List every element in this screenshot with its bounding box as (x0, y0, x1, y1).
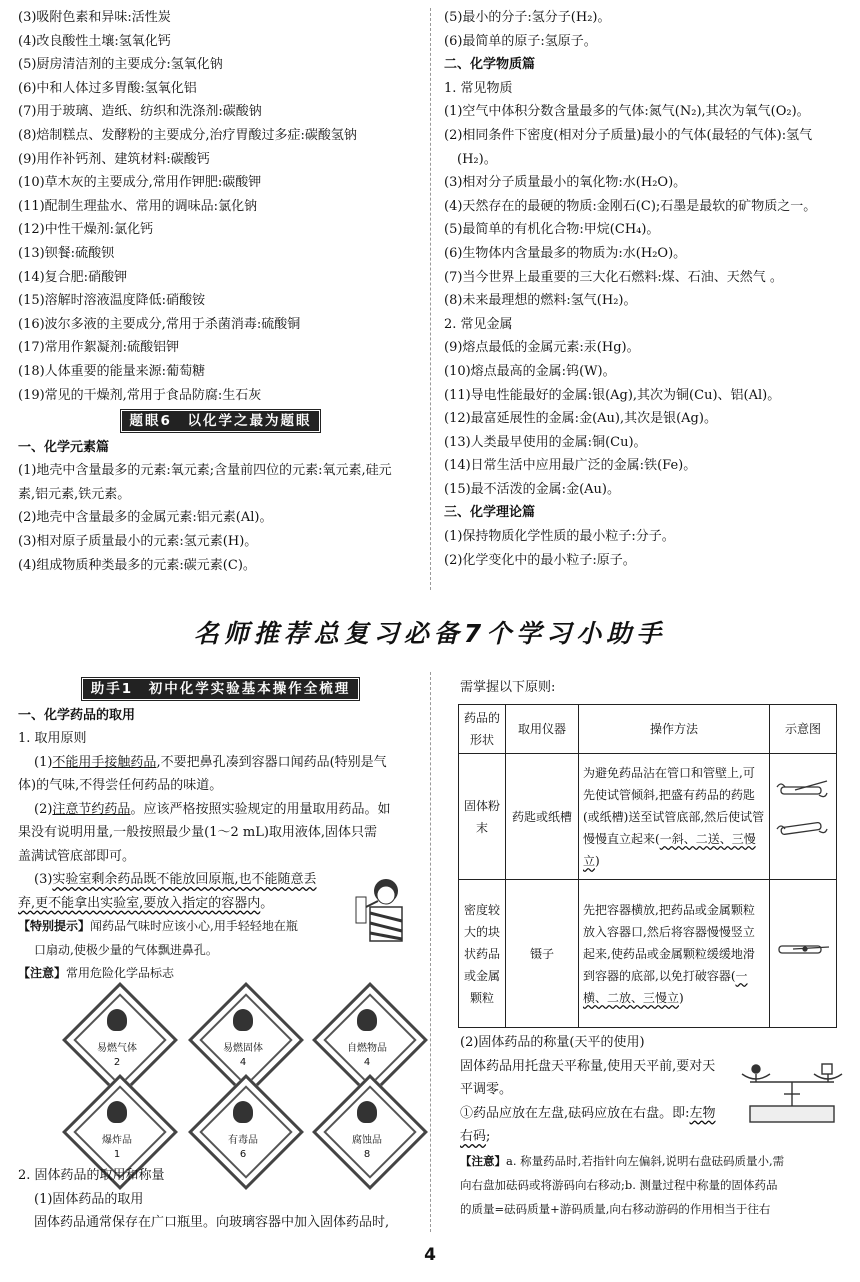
subheading-principles: 1. 取用原则 (18, 731, 87, 746)
topic-banner: 题眼6 以化学之最为题眼 (122, 411, 320, 431)
child-illustration (352, 873, 416, 943)
row2-method-end: ) (679, 990, 684, 1005)
hazard-pictogram-icon (233, 1101, 253, 1123)
row1-method-end: ) (595, 853, 600, 868)
tip-text: 闻药品气味时应该小心,用手轻轻地在瓶 (90, 919, 298, 933)
hazard-sign-label: 易燃气体 (97, 1043, 137, 1054)
row2-method-key: 一横、二放、三慢立 (583, 968, 748, 1005)
top-left-column (18, 6, 423, 577)
top-left-line: (14)复合肥:硝酸钾 (18, 269, 128, 285)
hazard-sign-number: 2 (113, 1057, 121, 1068)
element-line: 素,铝元素,铁元素。 (18, 486, 131, 502)
top-right-line: (12)最富延展性的金属:金(Au),其次是银(Ag)。 (444, 411, 717, 427)
top-right-line: (H₂)。 (444, 151, 497, 167)
element-line: (4)组成物质种类最多的元素:碳元素(C)。 (18, 557, 256, 573)
row2-diagram (770, 880, 837, 1028)
top-right-line: (5)最小的分子:氢分子(H₂)。 (444, 10, 611, 25)
row1-method (579, 754, 770, 880)
section-element-heading: 一、化学元素篇 (18, 439, 110, 455)
top-right-line: (4)天然存在的最硬的物质:金刚石(C);石墨是最软的矿物质之一。 (444, 198, 817, 214)
top-right-line: 三、化学理论篇 (444, 505, 536, 521)
hazard-sign-label: 爆炸品 (102, 1135, 132, 1146)
page-title: 名师推荐总复习必备7个学习小助手 (193, 619, 667, 648)
top-right-line: (1)保持物质化学性质的最小粒子:分子。 (444, 529, 675, 545)
top-left-line: (12)中性干燥剂:氯化钙 (18, 222, 154, 238)
top-right-line: (1)空气中体积分数含量最多的气体:氮气(N₂),其次为氧气(O₂)。 (444, 104, 810, 120)
hazard-sign-number: 4 (239, 1057, 247, 1068)
top-left-line: (17)常用作絮凝剂:硫酸铝钾 (18, 340, 180, 356)
hazard-sign-label: 腐蚀品 (352, 1135, 382, 1146)
bottom-right-column (460, 676, 855, 700)
operations-table (458, 704, 837, 1028)
top-left-line: (11)配制生理盐水、常用的调味品:氯化钠 (18, 198, 258, 214)
weighing-n2: 向右盘加砝码或将游码向右移动;b. 测量过程中称量的固体药品 (460, 1177, 778, 1192)
weighing-l3: ①药品应放在左盘,砝码应放在右盘。即: (460, 1105, 690, 1121)
top-left-line: (4)改良酸性土壤:氢氧化钙 (18, 33, 171, 49)
p1-key: 不能用手接触药品 (52, 754, 157, 770)
top-right-column (444, 6, 854, 572)
hazard-sign-label: 易燃固体 (223, 1043, 263, 1054)
subheading-solid: 2. 固体药品的取用和称量 (18, 1168, 165, 1183)
element-line: (1)地壳中含量最多的元素:氧元素;含量前四位的元素:氧元素,硅元 (18, 463, 392, 479)
top-right-line: 2. 常见金属 (444, 316, 513, 332)
th-tool: 取用仪器 (506, 705, 579, 754)
row2-tool: 镊子 (506, 880, 579, 1028)
hazard-pictogram-icon (357, 1009, 377, 1031)
p3-num: (3) (34, 872, 53, 887)
page-number: 4 (424, 1245, 436, 1265)
weighing-n3: 的质量=砝码质量+游码质量,向右移动游码的作用相当于往右 (460, 1201, 771, 1216)
intro-text: 需掌握以下原则: (460, 680, 556, 695)
p1-cont: 体)的气味,不得尝任何药品的味道。 (18, 778, 223, 793)
hazard-sign-number: 6 (239, 1149, 247, 1160)
hazard-pictogram-icon (233, 1009, 253, 1031)
hazard-signs (40, 985, 420, 1165)
weighing-l2: 平调零。 (460, 1082, 513, 1097)
top-right-line: (2)化学变化中的最小粒子:原子。 (444, 552, 636, 568)
top-right-line: (14)日常生活中应用最广泛的金属:铁(Fe)。 (444, 458, 697, 474)
th-diagram: 示意图 (770, 705, 837, 754)
weighing-l4-end: ; (486, 1129, 491, 1144)
row1-shape: 固体粉末 (459, 754, 506, 880)
top-right-line: (7)当今世界上最重要的三大化石燃料:煤、石油、天然气 。 (444, 269, 783, 285)
p2-num: (2) (34, 801, 53, 817)
top-right-line: (11)导电性能最好的金属:银(Ag),其次为铜(Cu)、铝(Al)。 (444, 387, 781, 403)
tip-label: 【特别提示】 (18, 919, 91, 933)
element-line: (2)地壳中含量最多的金属元素:铝元素(Al)。 (18, 510, 273, 526)
top-right-line: (8)未来最理想的燃料:氢气(H₂)。 (444, 293, 637, 309)
top-left-list (18, 6, 423, 407)
row2-shape: 密度较大的块状药品或金属颗粒 (459, 880, 506, 1028)
top-right-line: (9)熔点最低的金属元素:汞(Hg)。 (444, 340, 640, 356)
section-heading: 一、化学药品的取用 (18, 707, 136, 723)
top-right-line: (5)最简单的有机化合物:甲烷(CH₄)。 (444, 222, 660, 238)
weighing-heading: (2)固体药品的称量(天平的使用) (460, 1035, 645, 1050)
p3-key2: 弃,更不能拿出实验室,要放入指定的容器内 (18, 895, 261, 911)
top-left-line: (6)中和人体过多胃酸:氢氧化铝 (18, 80, 197, 96)
operations-table-wrap (458, 704, 837, 1028)
row1-method-text: 为避免药品沾在管口和管壁上,可先使试管倾斜,把盛有药品的药匙(或纸槽)送至试管底部,然后使试管慢慢直立起来( (583, 765, 765, 846)
note-label: 【注意】 (18, 966, 67, 980)
hazard-pictogram-icon (107, 1009, 127, 1031)
p2-cont2: 盖满试管底部即可。 (18, 848, 136, 864)
element-line: (3)相对原子质量最小的元素:氢元素(H)。 (18, 534, 258, 550)
hazard-sign-number: 8 (363, 1149, 371, 1160)
tip-text2: 口扇动,使极少量的气体飘进鼻孔。 (34, 942, 218, 957)
top-left-line: (13)钡餐:硫酸钡 (18, 245, 115, 261)
top-right-line: (13)人类最早使用的金属:铜(Cu)。 (444, 434, 647, 450)
row2-method (579, 880, 770, 1028)
top-right-line: (6)最简单的原子:氢原子。 (444, 33, 597, 49)
top-right-line: 1. 常见物质 (444, 80, 513, 96)
subheading-solid-take: (1)固体药品的取用 (34, 1191, 144, 1207)
weighing-key2: 右码 (460, 1129, 487, 1144)
p1-num: (1) (34, 754, 53, 770)
balance-illustration (736, 1060, 848, 1128)
top-right-line: (15)最不活泼的金属:金(Au)。 (444, 481, 620, 497)
weighing-note-label: 【注意】 (460, 1153, 506, 1168)
weighing-l1: 固体药品用托盘天平称量,使用天平前,要对天 (460, 1058, 716, 1074)
top-left-line: (3)吸附色素和异味:活性炭 (18, 10, 171, 25)
p2-text: 。应该严格按照实验规定的用量取用药品。如 (130, 801, 391, 817)
p1-text: ,不要把鼻孔凑到容器口闻药品(特别是气 (156, 754, 387, 770)
bottom-left-tail (18, 1164, 423, 1235)
last-line: 固体药品通常保存在广口瓶里。向玻璃容器中加入固体药品时, (34, 1215, 390, 1230)
top-left-line: (9)用作补钙剂、建筑材料:碳酸钙 (18, 151, 210, 167)
row1-method-key: 一斜、二送、三慢立 (583, 831, 756, 868)
p2-cont: 果没有说明用量,一般按照最少量(1～2 mL)取用液体,固体只需 (18, 825, 378, 840)
row2-method-text: 先把容器横放,把药品或金属颗粒放入容器口,然后将容器慢慢竖立起来,使药品或金属颗粒缓缓地滑到容器的底部,以免打破容器( (583, 902, 755, 983)
helper-banner: 助手1 初中化学实验基本操作全梳理 (83, 679, 358, 699)
p3-key: 实验室剩余药品既不能放回原瓶,也不能随意丢 (52, 872, 317, 887)
top-left-line: (18)人体重要的能量来源:葡萄糖 (18, 363, 206, 379)
note-text: 常用危险化学品标志 (66, 966, 175, 980)
hazard-sign-number: 1 (113, 1149, 121, 1160)
top-right-line: (3)相对分子质量最小的氧化物:水(H₂O)。 (444, 175, 687, 191)
weighing-n1: a. 称量药品时,若指针向左偏斜,说明右盘砝码质量小,需 (506, 1153, 785, 1168)
top-right-line: (6)生物体内含量最多的物质为:水(H₂O)。 (444, 245, 687, 261)
row1-tool: 药匙或纸槽 (506, 754, 579, 880)
top-left-line: (19)常见的干燥剂,常用于食品防腐:生石灰 (18, 387, 262, 403)
hazard-pictogram-icon (107, 1101, 127, 1123)
hazard-sign-number: 4 (363, 1057, 371, 1068)
top-left-line: (10)草木灰的主要成分,常用作钾肥:碳酸钾 (18, 175, 262, 191)
hazard-pictogram-icon (357, 1101, 377, 1123)
th-shape: 药品的形状 (459, 705, 506, 754)
top-left-line: (8)焙制糕点、发酵粉的主要成分,治疗胃酸过多症:碳酸氢钠 (18, 127, 357, 143)
top-left-line: (7)用于玻璃、造纸、纺织和洗涤剂:碳酸钠 (18, 104, 262, 120)
top-right-line: 二、化学物质篇 (444, 57, 536, 73)
p2-key: 注意节约药品 (52, 801, 131, 817)
row1-diagram (770, 754, 837, 880)
th-method: 操作方法 (579, 705, 770, 754)
top-right-line: (2)相同条件下密度(相对分子质量)最小的气体(最轻的气体):氢气 (444, 127, 813, 143)
element-list (18, 459, 423, 577)
top-right-list (444, 6, 854, 572)
hazard-sign-label: 有毒品 (228, 1135, 258, 1146)
hazard-sign-label: 自燃物品 (347, 1043, 387, 1054)
weighing-key1: 左物 (689, 1105, 716, 1121)
top-left-line: (5)厨房清洁剂的主要成分:氢氧化钠 (18, 57, 223, 73)
top-left-line: (15)溶解时溶液温度降低:硝酸铵 (18, 293, 206, 309)
top-right-line: (10)熔点最高的金属:钨(W)。 (444, 363, 616, 379)
top-left-line: (16)波尔多液的主要成分,常用于杀菌消毒:硫酸铜 (18, 316, 301, 332)
p3-end: 。 (260, 895, 274, 911)
